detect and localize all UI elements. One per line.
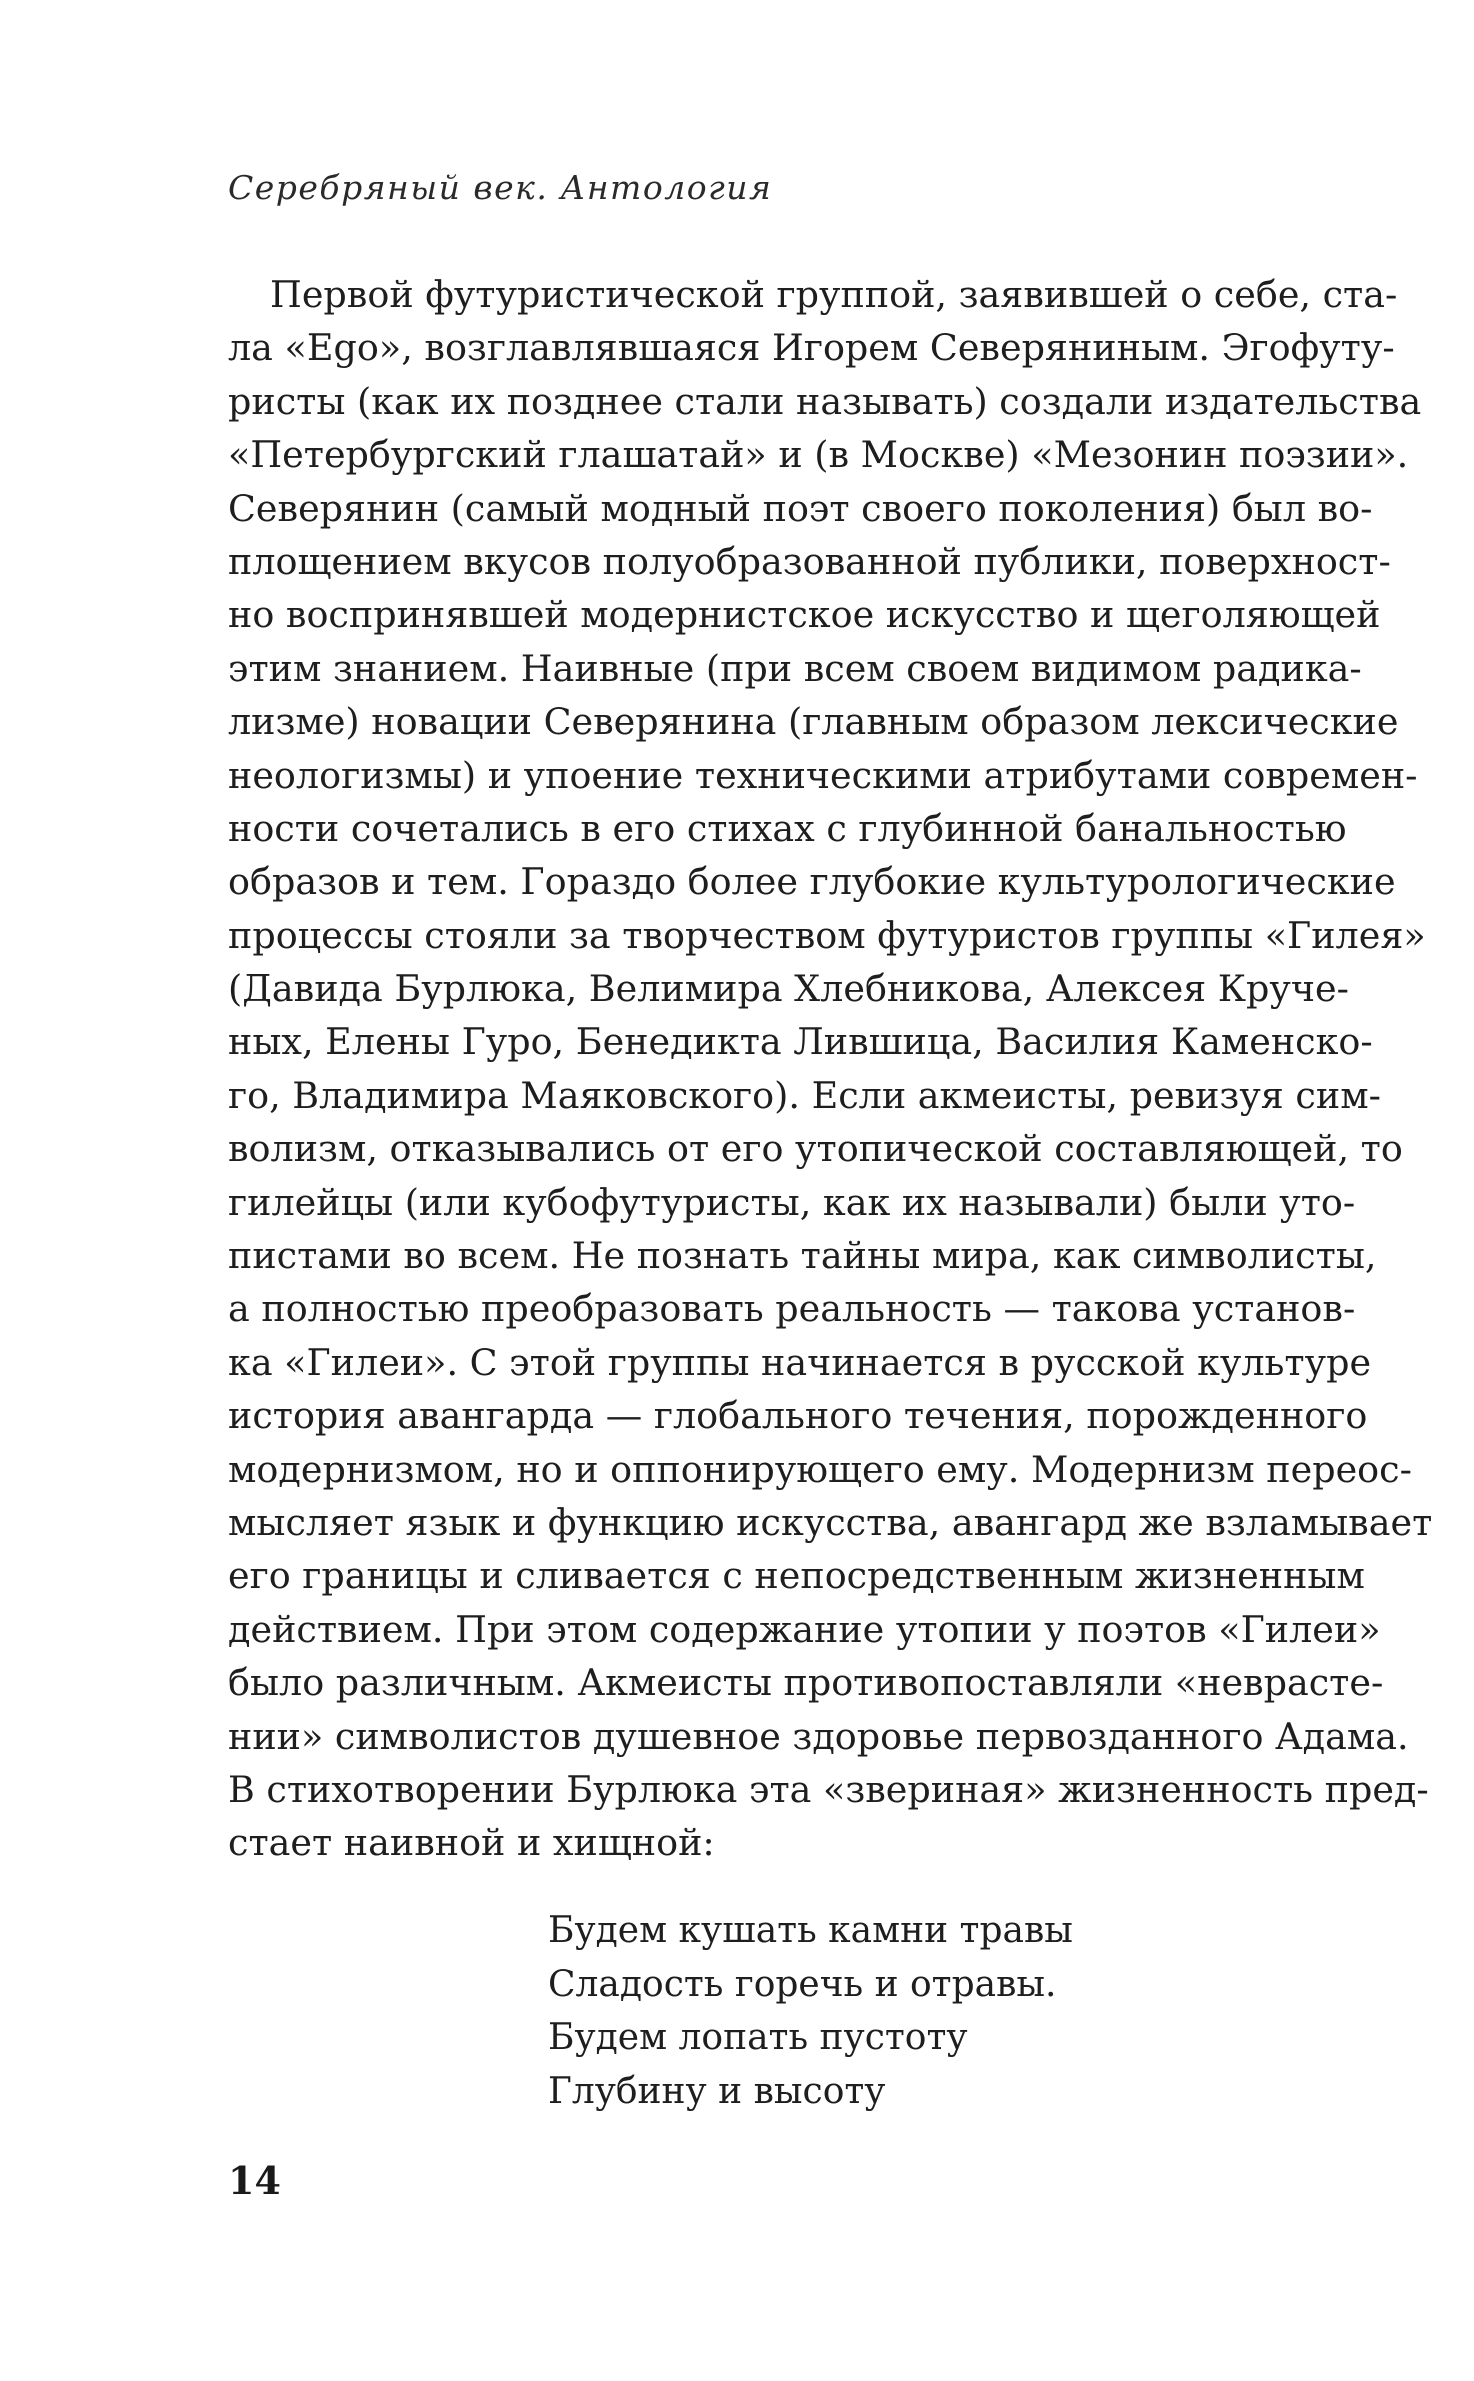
paragraph-line: волизм, отказывались от его утопической составляющей, то xyxy=(228,1127,1403,1171)
paragraph-line: ности сочетались в его стихах с глубинной банальностью xyxy=(228,806,1347,850)
paragraph-line: а полностью преобразовать реальность — такова установ- xyxy=(228,1287,1356,1331)
paragraph-line: было различным. Акмеисты противопоставляли «неврасте- xyxy=(228,1661,1384,1705)
verse-line: Сладость горечь и отравы. xyxy=(548,1963,1057,2005)
paragraph-line: стает наивной и хищной: xyxy=(228,1821,715,1865)
paragraph-line: неологизмы) и упоение техническими атрибутами современ- xyxy=(228,753,1418,797)
running-head: Серебряный век. Антология xyxy=(228,168,773,207)
paragraph-line: ристы (как их позднее стали называть) создали издательства xyxy=(228,379,1422,423)
verse-line: Глубину и высоту xyxy=(548,2070,886,2112)
verse-line: Будем кушать камни травы xyxy=(548,1910,1073,1951)
page-number: 14 xyxy=(228,2158,281,2203)
paragraph-line: лизме) новации Северянина (главным образом лексические xyxy=(228,700,1399,744)
poem-quote xyxy=(548,1904,1073,2118)
paragraph-line: ла «Ego», возглавлявшаяся Игорем Северяниным. Эгофуту- xyxy=(228,326,1395,370)
paragraph-line: «Петербургский глашатай» и (в Москве) «Мезонин поэзии». xyxy=(228,433,1409,477)
verse-line: Будем лопать пустоту xyxy=(548,2017,968,2058)
paragraph-line: история авангарда — глобального течения, порожденного xyxy=(228,1394,1368,1438)
paragraph-line: но воспринявшей модернистское искусство и щеголяющей xyxy=(228,593,1381,637)
paragraph-line: гилейцы (или кубофутуристы, как их называли) были уто- xyxy=(228,1180,1356,1224)
paragraph-line: Северянин (самый модный поэт своего поколения) был во- xyxy=(228,486,1373,530)
paragraph-line: ка «Гилеи». С этой группы начинается в русской культуре xyxy=(228,1340,1372,1384)
paragraph-line: площением вкусов полуобразованной публики, поверхност- xyxy=(228,539,1391,583)
paragraph-line: действием. При этом содержание утопии у поэтов «Гилеи» xyxy=(228,1607,1381,1651)
paragraph-line: образов и тем. Гораздо более глубокие культурологические xyxy=(228,860,1396,904)
paragraph-line: ных, Елены Гуро, Бенедикта Лившица, Василия Каменско- xyxy=(228,1020,1373,1064)
paragraph-line: процессы стояли за творчеством футуристов группы «Гилея» xyxy=(228,913,1426,957)
paragraph-line: го, Владимира Маяковского). Если акмеисты, ревизуя сим- xyxy=(228,1073,1381,1117)
paragraph-line: модернизмом, но и оппонирующего ему. Модернизм переос- xyxy=(228,1447,1412,1491)
paragraph-line: В стихотворении Бурлюка эта «звериная» жизненность пред- xyxy=(228,1767,1429,1811)
main-paragraph xyxy=(228,268,1433,1870)
paragraph-line: Первой футуристической группой, заявившей о себе, ста- xyxy=(270,273,1398,316)
paragraph-line: (Давида Бурлюка, Велимира Хлебникова, Алексея Круче- xyxy=(228,967,1349,1011)
paragraph-line: нии» символистов душевное здоровье первозданного Адама. xyxy=(228,1714,1409,1758)
paragraph-line: его границы и сливается с непосредственным жизненным xyxy=(228,1554,1365,1598)
paragraph-line: мысляет язык и функцию искусства, авангард же взламывает xyxy=(228,1500,1433,1544)
paragraph-line: пистами во всем. Не познать тайны мира, как символисты, xyxy=(228,1234,1377,1278)
paragraph-line: этим знанием. Наивные (при всем своем видимом радика- xyxy=(228,646,1362,690)
